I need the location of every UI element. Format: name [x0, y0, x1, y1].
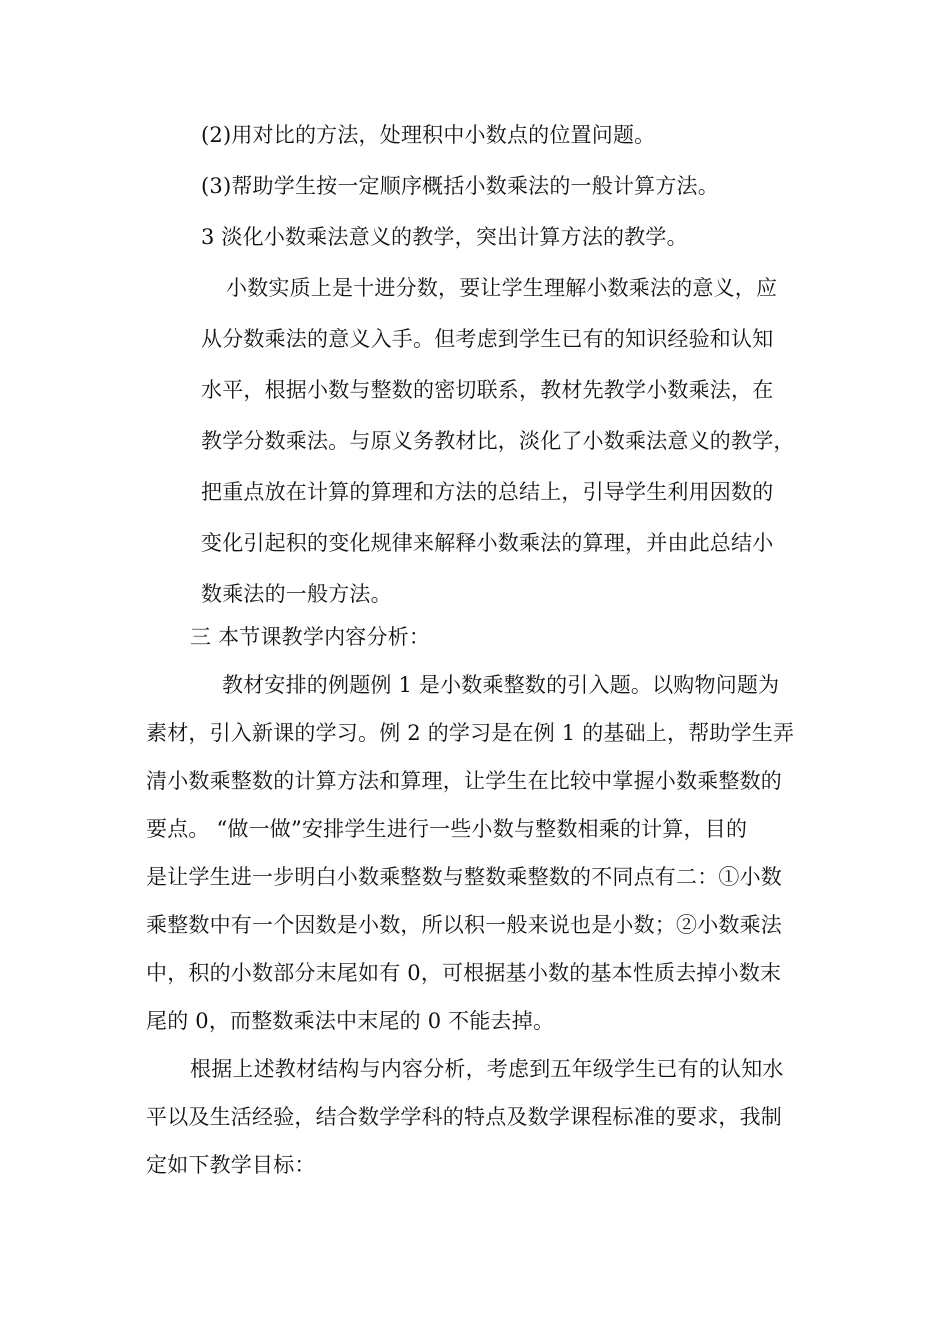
paragraph-line: 从分数乘法的意义入手。但考虑到学生已有的知识经验和认知: [201, 327, 774, 351]
paragraph-line: 平以及生活经验，结合数学学科的特点及数学课程标准的要求，我制: [146, 1105, 782, 1129]
paragraph-line: 小数实质上是十进分数，要让学生理解小数乘法的意义，应: [226, 276, 778, 300]
paragraph-line: 尾的 0，而整数乘法中末尾的 0 不能去掉。: [146, 1009, 555, 1033]
paragraph-line: 清小数乘整数的计算方法和算理，让学生在比较中掌握小数乘整数的: [146, 769, 782, 793]
paragraph-line: 把重点放在计算的算理和方法的总结上，引导学生利用因数的: [201, 480, 774, 504]
paragraph-line: 根据上述教材结构与内容分析，考虑到五年级学生已有的认知水: [190, 1057, 784, 1081]
list-item-2: (2)用对比的方法，处理积中小数点的位置问题。: [201, 123, 656, 147]
paragraph-line: 乘整数中有一个因数是小数，所以积一般来说也是小数；②小数乘法: [146, 913, 782, 937]
paragraph-line: 水平，根据小数与整数的密切联系，教材先教学小数乘法，在: [201, 378, 774, 402]
section-heading: 三 本节课教学内容分析：: [190, 625, 431, 649]
paragraph-line: 数乘法的一般方法。: [201, 582, 392, 606]
point-3-heading: 3 淡化小数乘法意义的教学，突出计算方法的教学。: [201, 225, 688, 249]
paragraph-line: 是让学生进一步明白小数乘整数与整数乘整数的不同点有二：①小数: [146, 865, 782, 889]
paragraph-line: 要点。 “做一做”安排学生进行一些小数与整数相乘的计算，目的: [146, 817, 748, 841]
list-item-3: (3)帮助学生按一定顺序概括小数乘法的一般计算方法。: [201, 174, 719, 198]
paragraph-line: 定如下教学目标：: [146, 1153, 316, 1177]
paragraph-line: 教学分数乘法。与原义务教材比，淡化了小数乘法意义的教学，: [201, 429, 795, 453]
paragraph-line: 教材安排的例题例 1 是小数乘整数的引入题。以购物问题为: [222, 673, 780, 697]
paragraph-line: 素材，引入新课的学习。例 2 的学习是在例 1 的基础上，帮助学生弄: [146, 721, 795, 745]
paragraph-line: 中，积的小数部分末尾如有 0，可根据基小数的基本性质去掉小数末: [146, 961, 782, 985]
paragraph-line: 变化引起积的变化规律来解释小数乘法的算理，并由此总结小: [201, 531, 774, 555]
